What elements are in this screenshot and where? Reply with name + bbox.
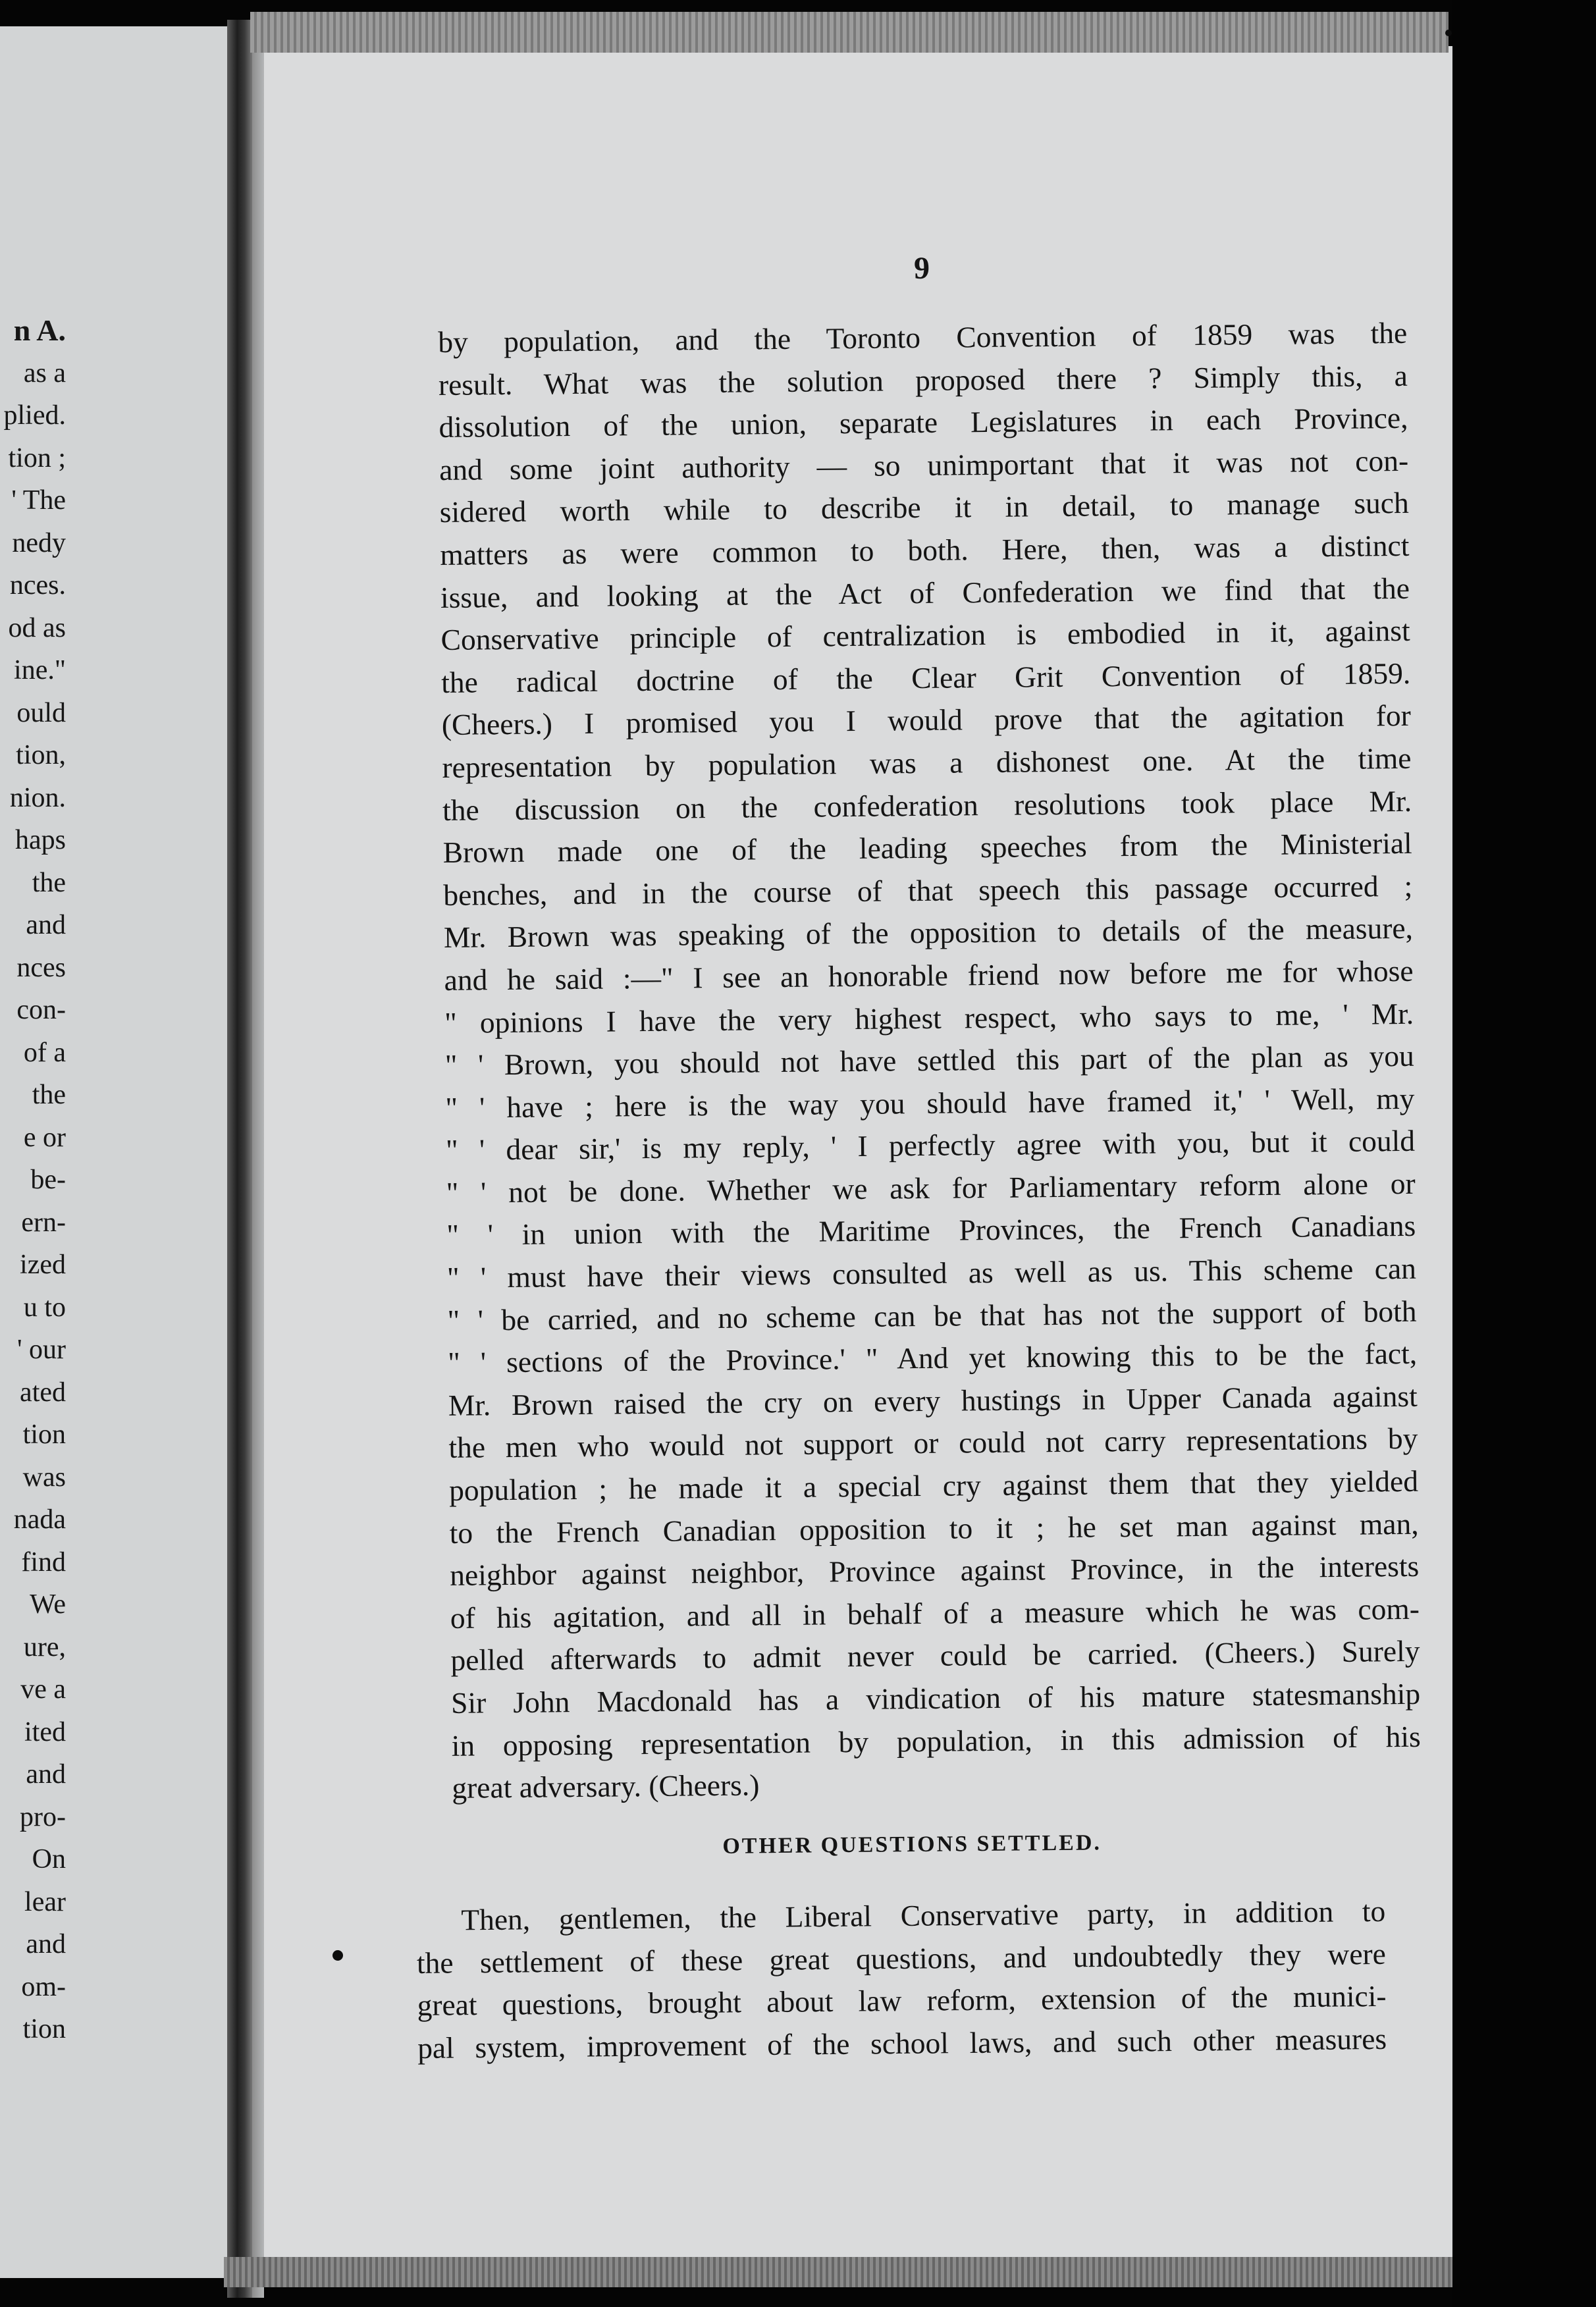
text-line: Then, gentlemen, the Liberal Conservative party, in addition to — [461, 1894, 1386, 1937]
text-line: " ' have ; here is the way you should have framed it,' ' Well, my — [445, 1081, 1415, 1125]
text-line: " ' sections of the Province.' " And yet knowing this to be the fact, — [447, 1337, 1418, 1380]
text-line: great adversary. (Cheers.) — [452, 1768, 760, 1805]
text-line: to the French Canadian opposition to it ; he set man against man, — [449, 1506, 1419, 1550]
facing-page-line: od as — [8, 612, 66, 643]
facing-page-line: We — [30, 1589, 66, 1620]
facing-page-line: was — [22, 1462, 66, 1493]
facing-page-line: of a — [23, 1037, 66, 1068]
facing-page-line: ine." — [14, 655, 66, 685]
facing-page-line: nces. — [9, 570, 66, 600]
facing-page-line: nces — [16, 952, 66, 983]
page-number: 9 — [914, 251, 930, 286]
facing-page-line: haps — [15, 825, 66, 855]
facing-page-line: nada — [13, 1504, 66, 1535]
text-line: issue, and looking at the Act of Confederation we find that the — [440, 571, 1410, 614]
facing-page-line: be- — [30, 1165, 66, 1195]
facing-page-line: and — [26, 1929, 66, 1959]
paragraph-1 — [438, 312, 1422, 1810]
text-line: the men who would not support or could not carry representations by — [448, 1421, 1418, 1465]
facing-page-line: u to — [23, 1292, 66, 1323]
facing-page-line: lear — [24, 1886, 66, 1917]
facing-page-line: pro- — [20, 1801, 66, 1832]
text-line: result. What was the solution proposed there ? Simply this, a — [438, 358, 1408, 402]
text-line: Conservative principle of centralization is embodied in it, against — [440, 614, 1410, 657]
text-line: the settlement of these great questions, and undoubtedly they were — [416, 1936, 1387, 1980]
facing-page-line: the — [32, 867, 66, 898]
text-line: by population, and the Toronto Convention of 1859 was the — [438, 315, 1408, 359]
facing-page-line: ' The — [11, 485, 66, 516]
text-line: of his agitation, and all in behalf of a measure which he was com- — [450, 1591, 1420, 1635]
text-line: population ; he made it a special cry against them that they yielded — [448, 1464, 1419, 1507]
facing-page-line: om- — [21, 1971, 66, 2002]
facing-page-line: n A. — [13, 313, 66, 347]
text-line: " ' dear sir,' is my reply, ' I perfectly agree with you, but it could — [445, 1124, 1416, 1167]
text-line: great questions, brought about law reform, extension of the munici- — [417, 1979, 1387, 2023]
facing-page-line: the — [32, 1080, 66, 1110]
text-line: and he said :—" I see an honorable friend now before me for whose — [444, 953, 1414, 997]
text-line: (Cheers.) I promised you I would prove that the agitation for — [441, 699, 1412, 742]
ink-speck — [1445, 30, 1452, 36]
text-line: representation by population was a dishonest one. At the time — [442, 741, 1412, 784]
text-line: Brown made one of the leading speeches from the Ministerial — [442, 826, 1412, 870]
text-line: benches, and in the course of that speech this passage occurred ; — [443, 868, 1413, 912]
facing-page-line: tion, — [16, 740, 66, 770]
facing-page-line: as a — [23, 358, 66, 388]
facing-page-line: e or — [23, 1122, 66, 1153]
facing-page-line: ited — [24, 1716, 66, 1747]
text-line: matters as were common to both. Here, then, was a distinct — [440, 528, 1410, 571]
facing-page-line: plied. — [3, 400, 66, 431]
text-line: in opposing representation by population, in this admission of his — [451, 1719, 1421, 1763]
facing-page-line: ern- — [21, 1207, 66, 1238]
facing-page-line: and — [26, 910, 66, 940]
facing-page-line: nion. — [9, 782, 66, 813]
text-line: and some joint authority — so unimportant that it was not con- — [439, 443, 1409, 487]
text-line: neighbor against neighbor, Province against Province, in the interests — [450, 1549, 1420, 1593]
facing-page-line: ' our — [16, 1335, 66, 1365]
book-spine — [227, 20, 252, 2298]
page-top-edge — [250, 12, 1449, 53]
facing-page-fragment — [0, 26, 227, 2278]
ink-speck — [332, 1950, 343, 1961]
paragraph-2 — [416, 1890, 1387, 2069]
text-line: pal system, improvement of the school laws, and such other measures — [417, 2021, 1387, 2065]
facing-page-line: tion ; — [8, 442, 66, 473]
facing-page-line: tion — [22, 2014, 66, 2044]
scan-border — [1452, 0, 1596, 2307]
text-line: Mr. Brown raised the cry on every hustings in Upper Canada against — [448, 1379, 1418, 1422]
facing-page-line: ould — [16, 697, 66, 728]
facing-page-line: ated — [20, 1377, 66, 1408]
text-line: Sir John Macdonald has a vindication of his mature statesmanship — [450, 1676, 1421, 1720]
page-bottom-edge — [224, 2257, 1501, 2287]
facing-page-line: and — [26, 1759, 66, 1790]
facing-page-line: find — [21, 1547, 66, 1578]
facing-page-line-ends — [0, 309, 66, 2051]
spine-highlight — [252, 20, 264, 2298]
facing-page-line: tion — [22, 1419, 66, 1450]
text-line: " ' must have their views consulted as well as us. This scheme can — [446, 1251, 1417, 1294]
facing-page-line: ve a — [20, 1674, 66, 1705]
text-line: " ' not be done. Whether we ask for Parliamentary reform alone or — [446, 1166, 1416, 1209]
facing-page-line: con- — [16, 995, 66, 1025]
text-line: the discussion on the confederation resolutions took place Mr. — [442, 783, 1412, 827]
text-line: " opinions I have the very highest respect, who says to me, ' Mr. — [444, 996, 1414, 1040]
facing-page-line: ure, — [23, 1631, 66, 1662]
facing-page-line: On — [32, 1844, 66, 1874]
text-line: the radical doctrine of the Clear Grit Convention of 1859. — [441, 656, 1411, 699]
text-line: Mr. Brown was speaking of the opposition to details of the measure, — [443, 911, 1414, 955]
text-line: " ' be carried, and no scheme can be that has not the support of both — [447, 1294, 1417, 1337]
section-heading: OTHER QUESTIONS SETTLED. — [722, 1830, 1102, 1859]
text-line: pelled afterwards to admit never could be carried. (Cheers.) Surely — [450, 1634, 1420, 1678]
text-line: dissolution of the union, separate Legislatures in each Province, — [439, 401, 1408, 444]
facing-page-line: ized — [20, 1250, 66, 1280]
facing-page-line: nedy — [12, 527, 66, 558]
text-line: " ' Brown, you should not have settled this part of the plan as you — [444, 1038, 1415, 1082]
text-line: " ' in union with the Maritime Provinces, the French Canadians — [446, 1209, 1416, 1252]
text-line: sidered worth while to describe it in detail, to manage such — [439, 486, 1409, 529]
